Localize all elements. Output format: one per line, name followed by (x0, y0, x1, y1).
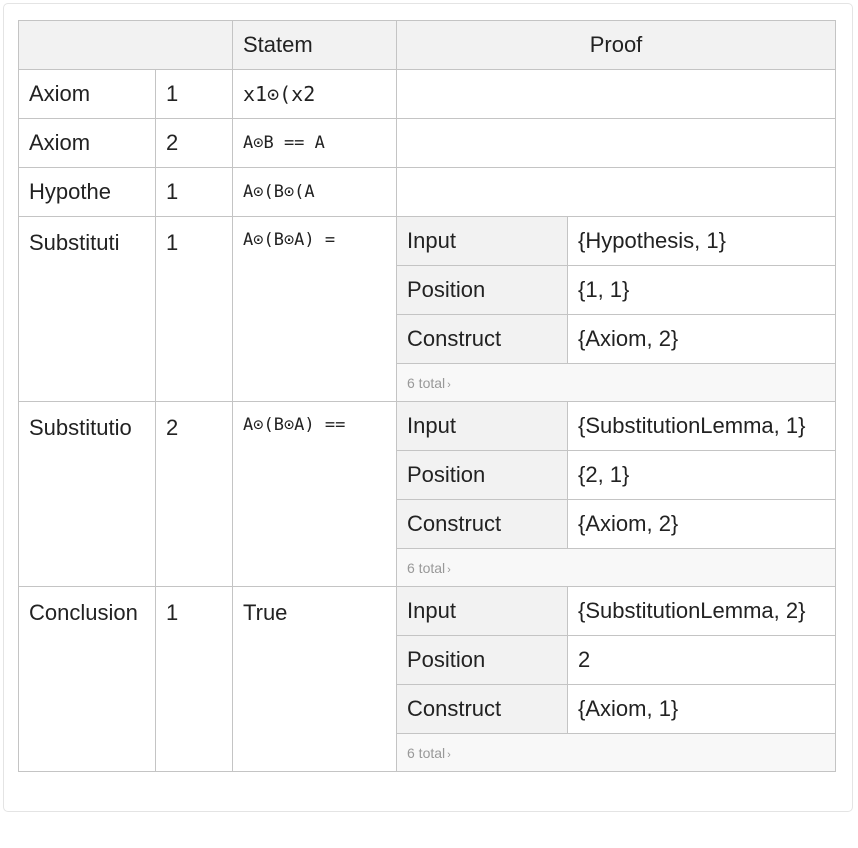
proof-key: Construct (397, 685, 568, 734)
proof-key: Input (397, 402, 568, 451)
proof-key: Position (397, 636, 568, 685)
table-row (19, 217, 836, 266)
header-proof: Proof (397, 21, 836, 70)
row-statement: True (233, 587, 397, 772)
proof-value: {Axiom, 2} (568, 500, 836, 549)
row-index: 1 (156, 587, 233, 772)
row-kind: Substitutio (19, 402, 156, 587)
row-kind: Hypothe (19, 168, 156, 217)
row-statement: A⊙(B⊙(A (233, 168, 397, 217)
header-empty-cell (19, 21, 233, 70)
row-kind: Axiom (19, 70, 156, 119)
row-index: 1 (156, 168, 233, 217)
proof-key: Input (397, 587, 568, 636)
total-label: 6 total (407, 374, 446, 391)
total-link[interactable] (397, 549, 836, 587)
table-row (19, 70, 836, 119)
proof-key: Construct (397, 315, 568, 364)
row-proof-empty (397, 168, 836, 217)
proof-value: 2 (568, 636, 836, 685)
table-row (19, 587, 836, 636)
total-label: 6 total (407, 559, 446, 576)
table-row (19, 402, 836, 451)
row-proof-empty (397, 70, 836, 119)
proof-value: {SubstitutionLemma, 1} (568, 402, 836, 451)
row-statement: A⊙(B⊙A) = (233, 217, 397, 402)
row-statement: A⊙B == A (233, 119, 397, 168)
chevron-right-icon: › (447, 748, 451, 761)
proof-key: Input (397, 217, 568, 266)
proof-value: {1, 1} (568, 266, 836, 315)
total-label: 6 total (407, 744, 446, 761)
row-kind: Conclusion (19, 587, 156, 772)
row-index: 2 (156, 119, 233, 168)
proof-key: Construct (397, 500, 568, 549)
proof-key: Position (397, 266, 568, 315)
proof-value: {2, 1} (568, 451, 836, 500)
total-link[interactable] (397, 364, 836, 402)
row-index: 2 (156, 402, 233, 587)
proof-value: {Axiom, 2} (568, 315, 836, 364)
row-statement: A⊙(B⊙A) == (233, 402, 397, 587)
row-kind: Substituti (19, 217, 156, 402)
proof-key: Position (397, 451, 568, 500)
proof-value: {SubstitutionLemma, 2} (568, 587, 836, 636)
row-index: 1 (156, 217, 233, 402)
row-index: 1 (156, 70, 233, 119)
row-statement: x1⊙(x2 (233, 70, 397, 119)
total-link[interactable] (397, 734, 836, 772)
proof-value: {Axiom, 1} (568, 685, 836, 734)
chevron-right-icon: › (447, 563, 451, 576)
header-row (19, 21, 836, 70)
table-row (19, 168, 836, 217)
chevron-right-icon: › (447, 378, 451, 391)
proof-value: {Hypothesis, 1} (568, 217, 836, 266)
proof-table (18, 20, 836, 772)
table-row (19, 119, 836, 168)
header-statement: Statem (233, 21, 397, 70)
row-proof-empty (397, 119, 836, 168)
row-kind: Axiom (19, 119, 156, 168)
